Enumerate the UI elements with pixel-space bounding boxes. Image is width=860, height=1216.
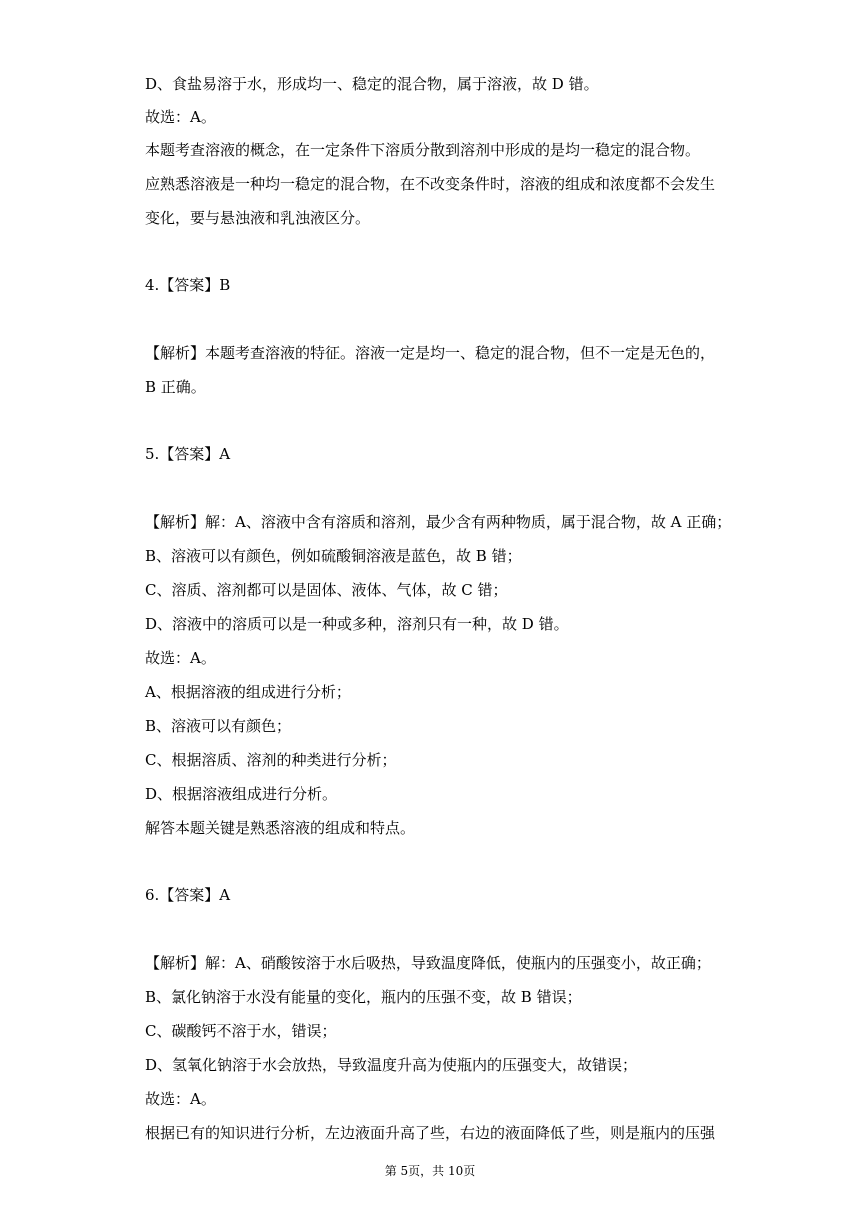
text-line: D、食盐易溶于水，形成均一、稳定的混合物，属于溶液，故 D 错。 — [145, 75, 599, 93]
answer-heading-6: 6.【答案】A — [145, 886, 231, 904]
text-line: C、溶质、溶剂都可以是固体、液体、气体，故 C 错； — [145, 581, 508, 599]
text-line: B、溶液可以有颜色； — [145, 717, 292, 735]
answer-heading-4: 4.【答案】B — [145, 276, 231, 294]
text-line: 变化，要与悬浊液和乳浊液区分。 — [145, 209, 371, 227]
text-line: 根据已有的知识进行分析，左边液面升高了些，右边的液面降低了些，则是瓶内的压强 — [145, 1124, 716, 1142]
text-line: 故选：A。 — [145, 1090, 216, 1108]
text-line: 故选：A。 — [145, 649, 216, 667]
text-line: D、氢氧化钠溶于水会放热，导致温度升高为使瓶内的压强变大，故错误； — [145, 1056, 638, 1074]
text-line: 【解析】解：A、溶液中含有溶质和溶剂，最少含有两种物质，属于混合物，故 A 正确； — [145, 513, 732, 531]
text-line: 【解析】本题考查溶液的特征。溶液一定是均一、稳定的混合物，但不一定是无色的， — [145, 344, 716, 362]
text-line: 应熟悉溶液是一种均一稳定的混合物，在不改变条件时，溶液的组成和浓度都不会发生 — [145, 175, 716, 193]
text-line: B、溶液可以有颜色，例如硫酸铜溶液是蓝色，故 B 错； — [145, 547, 522, 565]
text-line: D、根据溶液组成进行分析。 — [145, 785, 338, 803]
text-line: 【解析】解：A、硝酸铵溶于水后吸热，导致温度降低，使瓶内的压强变小，故正确； — [145, 954, 711, 972]
text-line: 本题考查溶液的概念，在一定条件下溶质分散到溶剂中形成的是均一稳定的混合物。 — [145, 141, 701, 159]
text-line: D、溶液中的溶质可以是一种或多种，溶剂只有一种，故 D 错。 — [145, 615, 569, 633]
text-line: C、根据溶质、溶剂的种类进行分析； — [145, 751, 397, 769]
text-line: B 正确。 — [145, 378, 206, 396]
text-line: 解答本题关键是熟悉溶液的组成和特点。 — [145, 819, 416, 837]
answer-heading-5: 5.【答案】A — [145, 445, 231, 463]
text-line: C、碳酸钙不溶于水，错误； — [145, 1022, 337, 1040]
text-line: 故选：A。 — [145, 108, 216, 126]
page-footer: 第 5页，共 10页 — [384, 1164, 476, 1178]
text-line: B、氯化钠溶于水没有能量的变化，瓶内的压强不变，故 B 错误； — [145, 988, 582, 1006]
text-line: A、根据溶液的组成进行分析； — [145, 683, 351, 701]
